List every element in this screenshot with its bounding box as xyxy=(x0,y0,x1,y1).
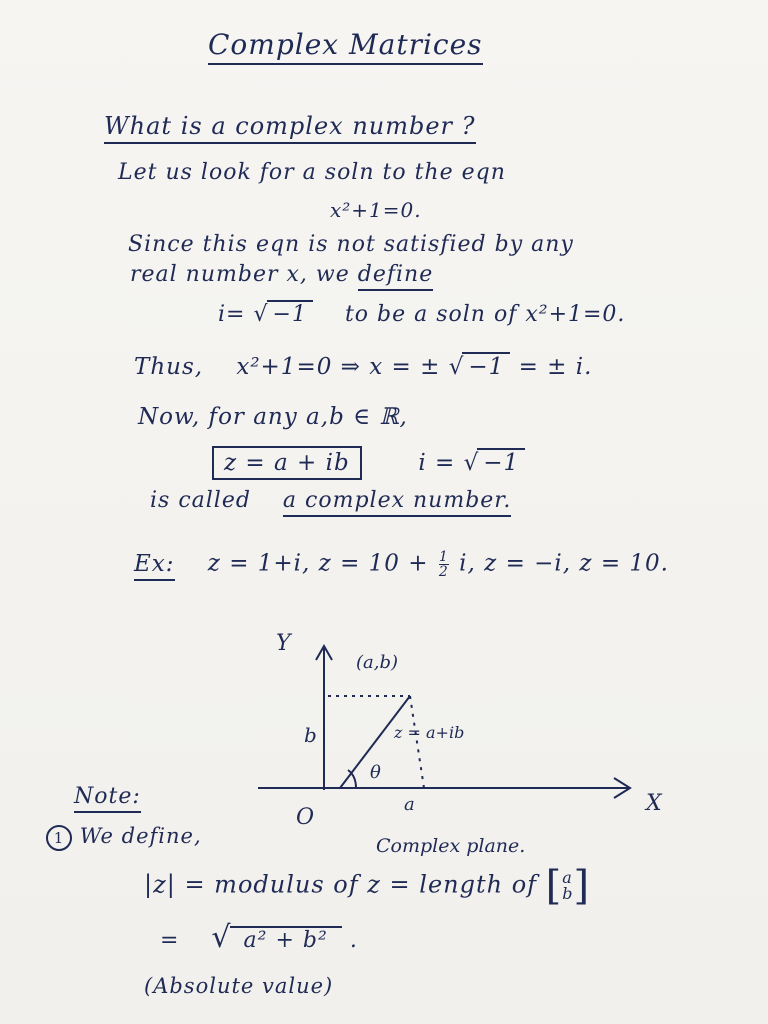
example-label: Ex: xyxy=(134,551,175,581)
modulus-line xyxy=(144,863,591,909)
vector-top: a xyxy=(562,868,573,887)
theta-arc xyxy=(348,770,356,788)
vertical-guide xyxy=(410,696,424,788)
example-line xyxy=(134,550,669,579)
thus-line xyxy=(134,352,592,380)
absolute-value-note: (Absolute value) xyxy=(144,974,334,998)
intro-line-3-text: real number x, we xyxy=(130,262,350,287)
note-item-1 xyxy=(46,824,202,851)
called-line xyxy=(150,488,511,513)
fraction-numerator: 1 xyxy=(438,549,449,565)
example-part-2: i, z = −i, z = 10. xyxy=(459,550,669,577)
complex-definition-box: z = a + ib xyxy=(212,446,362,480)
intro-line-2: Since this eqn is not satisfied by any xyxy=(128,232,574,257)
note-item-number-text: 1 xyxy=(53,829,65,847)
y-axis-label: Y xyxy=(276,631,291,656)
x-axis-label: X xyxy=(646,791,662,816)
plane-caption: Complex plane. xyxy=(376,835,526,857)
section-heading-text: What is a complex number ? xyxy=(104,112,476,144)
intro-line-4 xyxy=(218,300,625,327)
page-title xyxy=(208,28,483,61)
sqrt-sign: √ xyxy=(253,302,269,327)
note-label xyxy=(74,784,141,809)
intro-line-3 xyxy=(130,262,433,287)
thus-eq-b: = ± i. xyxy=(518,354,593,380)
note-item-text: We define, xyxy=(79,824,202,848)
left-bracket: [ xyxy=(545,863,563,909)
point-label: (a,b) xyxy=(356,652,399,673)
sqrt-radicand: −1 xyxy=(267,300,313,327)
b-label: b xyxy=(304,723,317,747)
sqrt-sign: √ xyxy=(211,920,232,955)
vector-bottom: b xyxy=(562,884,574,903)
i-def-lhs: i= xyxy=(218,302,246,327)
z-label: z = a+ib xyxy=(394,723,465,742)
definition-line xyxy=(212,446,525,480)
vector-entries xyxy=(562,870,573,902)
right-bracket: ] xyxy=(573,863,591,909)
thus-eq-a: x²+1=0 ⇒ x = ± xyxy=(236,354,441,380)
called-text: is called xyxy=(150,488,251,513)
section-heading xyxy=(104,112,476,140)
note-label-text: Note: xyxy=(74,784,141,813)
modulus-text: |z| = modulus of z = length of xyxy=(144,870,538,899)
sqrt-radicand: −1 xyxy=(462,352,510,380)
i-def-rhs: to be a soln of x²+1=0. xyxy=(344,302,626,327)
theta-label: θ xyxy=(370,762,381,783)
period: . xyxy=(349,928,358,953)
fraction xyxy=(439,550,449,579)
sqrt-radicand: a² + b² xyxy=(230,926,342,953)
vector-bracket xyxy=(545,863,591,909)
intro-line-1: Let us look for a soln to the eqn xyxy=(118,160,506,185)
origin-label: O xyxy=(296,805,315,830)
equals-sign: = xyxy=(160,928,180,953)
thus-label: Thus, xyxy=(134,354,204,380)
modulus-equation xyxy=(160,920,358,955)
a-label: a xyxy=(404,794,415,815)
define-word: define xyxy=(358,262,433,291)
fraction-denominator: 2 xyxy=(438,564,449,580)
sqrt-sign: √ xyxy=(463,450,480,476)
complex-number-term: a complex number. xyxy=(283,488,511,517)
now-line: Now, for any a,b ∈ ℝ, xyxy=(138,404,408,430)
intro-equation: x²+1=0. xyxy=(330,198,422,222)
sqrt-radicand: −1 xyxy=(477,448,525,476)
sqrt-sign: √ xyxy=(448,354,465,380)
note-item-number xyxy=(46,825,72,851)
page-title-text: Complex Matrices xyxy=(208,28,483,65)
i-reminder: i = xyxy=(418,450,456,476)
example-part-1: z = 1+i, z = 10 + xyxy=(207,550,429,577)
